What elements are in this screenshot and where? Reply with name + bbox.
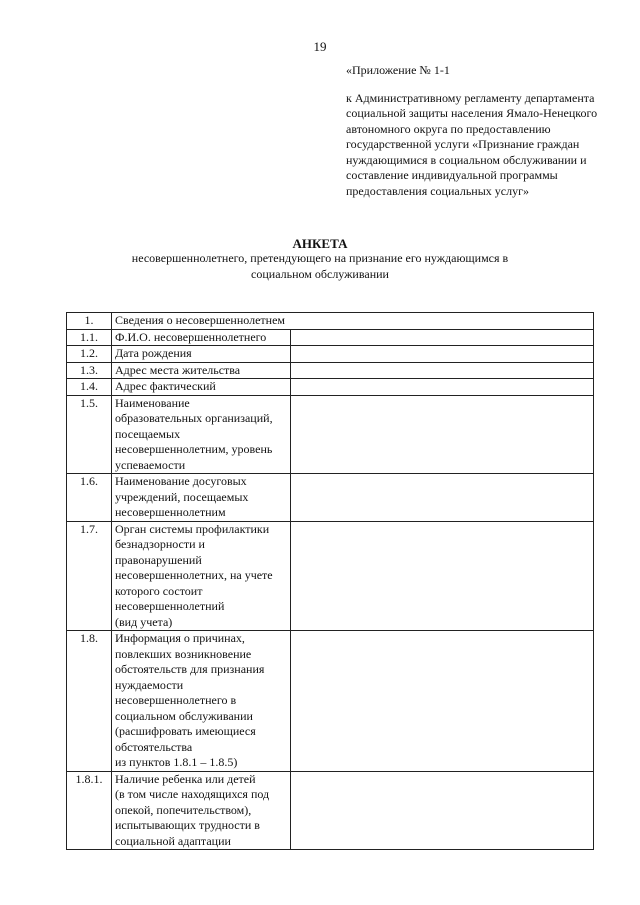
row-number: 1.8. (67, 631, 112, 772)
row-number: 1.5. (67, 395, 112, 474)
answer-cell[interactable] (291, 631, 594, 772)
answer-cell[interactable] (291, 521, 594, 631)
answer-cell[interactable] (291, 346, 594, 363)
row-label: Наименование образовательных организаций, посещаемых несовершеннолетним, уровень успеваемости (112, 395, 291, 474)
row-number: 1.3. (67, 362, 112, 379)
document-title: АНКЕТА (292, 236, 348, 251)
row-label: Наличие ребенка или детей (в том числе находящихся под опекой, попечительством), испытывающих трудности в социальной адаптации (112, 771, 291, 850)
page-number: 19 (313, 39, 327, 54)
row-number: 1.2. (67, 346, 112, 363)
appendix-block (346, 63, 616, 199)
table-row (67, 631, 594, 772)
row-label: Адрес места жительства (112, 362, 291, 379)
questionnaire-table (66, 312, 594, 850)
row-number: 1. (67, 313, 112, 330)
table-row (67, 395, 594, 474)
row-label: Адрес фактический (112, 379, 291, 396)
row-label: Информация о причинах, повлекших возникновение обстоятельств для признания нуждаемости несовершеннолетнего в социальном обслуживании (расшифровать имеющиеся обстоятельства из пунктов 1.8.1 – 1.8.5) (112, 631, 291, 772)
section-heading: Сведения о несовершеннолетнем (112, 313, 594, 330)
row-number: 1.7. (67, 521, 112, 631)
row-number: 1.6. (67, 474, 112, 522)
row-number: 1.1. (67, 329, 112, 346)
table-row (67, 362, 594, 379)
document-subtitle: несовершеннолетнего, претендующего на признание его нуждающимся в социальном обслуживании (131, 251, 509, 281)
row-number: 1.4. (67, 379, 112, 396)
answer-cell[interactable] (291, 395, 594, 474)
row-label: Ф.И.О. несовершеннолетнего (112, 329, 291, 346)
table-section-row (67, 313, 594, 330)
table-row (67, 474, 594, 522)
table-row (67, 346, 594, 363)
row-label: Орган системы профилактики безнадзорности и правонарушений несовершеннолетних, на учете которого состоит несовершеннолетний (вид учета) (112, 521, 291, 631)
row-label: Наименование досуговых учреждений, посещаемых несовершеннолетним (112, 474, 291, 522)
table-row (67, 771, 594, 850)
answer-cell[interactable] (291, 362, 594, 379)
appendix-body: к Административному регламенту департамента социальной защиты населения Ямало-Ненецкого автономного округа по предоставлению государственной услуги «Признание граждан нуждающимися в социальном обслуживании и составление индивидуальной программы предоставления социальных услуг» (346, 90, 598, 198)
answer-cell[interactable] (291, 329, 594, 346)
table-row (67, 521, 594, 631)
appendix-title: «Приложение № 1-1 (346, 63, 450, 77)
table-row (67, 329, 594, 346)
answer-cell[interactable] (291, 771, 594, 850)
row-label: Дата рождения (112, 346, 291, 363)
table-row (67, 379, 594, 396)
row-number: 1.8.1. (67, 771, 112, 850)
answer-cell[interactable] (291, 474, 594, 522)
answer-cell[interactable] (291, 379, 594, 396)
